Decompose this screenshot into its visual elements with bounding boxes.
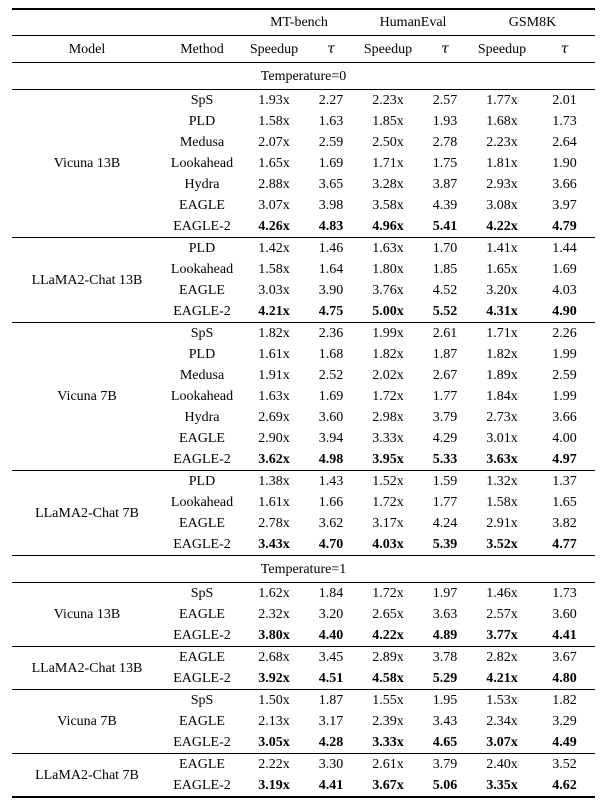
- tau-value: 2.27: [306, 90, 356, 112]
- method-name: EAGLE-2: [173, 537, 231, 552]
- model-name: Vicuna 7B: [12, 690, 162, 754]
- tau-value: 1.87: [432, 347, 458, 362]
- speedup-value: 2.73x: [486, 410, 518, 425]
- method-name: EAGLE: [179, 431, 225, 446]
- speedup-value: 1.65x: [258, 156, 290, 171]
- method-name: PLD: [188, 347, 216, 362]
- col-header-method: Method: [162, 36, 242, 63]
- tau-value: 1.95: [420, 690, 470, 712]
- speedup-value: 1.72x: [356, 583, 420, 605]
- speedup-value: 2.57x: [486, 607, 518, 622]
- speedup-value: 1.65x: [486, 262, 518, 277]
- tau-value: 4.41: [552, 628, 577, 643]
- speedup-value: 4.58x: [372, 671, 404, 686]
- speedup-value: 4.96x: [372, 219, 404, 234]
- tau-value: 1.99: [552, 389, 577, 404]
- tau-value: 3.90: [318, 283, 344, 298]
- speedup-value: 3.17x: [372, 516, 404, 531]
- tau-value: 4.83: [318, 219, 344, 234]
- tau-value: 3.60: [552, 607, 577, 622]
- speedup-value: 4.22x: [372, 628, 404, 643]
- tau-value: 1.44: [534, 238, 595, 260]
- tau-value: 4.39: [432, 198, 458, 213]
- tau-value: 1.70: [420, 238, 470, 260]
- speedup-value: 3.08x: [486, 198, 518, 213]
- tau-value: 4.98: [318, 452, 344, 467]
- speedup-value: 1.42x: [242, 238, 306, 260]
- method-name: EAGLE: [162, 754, 242, 776]
- method-name: EAGLE: [179, 607, 225, 622]
- speedup-value: 1.58x: [258, 114, 290, 129]
- speedup-value: 3.62x: [258, 452, 290, 467]
- speedup-value: 2.61x: [356, 754, 420, 776]
- tau-value: 1.69: [552, 262, 577, 277]
- method-name: Medusa: [179, 368, 225, 383]
- col-header-tau-mtbench: τ: [306, 36, 356, 63]
- speedup-value: 2.88x: [258, 177, 290, 192]
- tau-value: 4.70: [318, 537, 344, 552]
- tau-value: 2.64: [552, 135, 577, 150]
- speedup-value: 3.67x: [372, 778, 404, 793]
- tau-value: 4.40: [318, 628, 344, 643]
- speedup-value: 1.72x: [372, 389, 404, 404]
- speedup-value: 2.89x: [356, 647, 420, 669]
- tau-value: 4.52: [432, 283, 458, 298]
- speedup-value: 1.58x: [486, 495, 518, 510]
- speedup-value: 1.82x: [242, 323, 306, 345]
- tau-value: 4.62: [552, 778, 577, 793]
- tau-value: 1.90: [552, 156, 577, 171]
- speedup-value: 3.05x: [258, 735, 290, 750]
- speedup-value: 3.58x: [372, 198, 404, 213]
- tau-value: 4.24: [432, 516, 458, 531]
- speedup-value: 1.41x: [470, 238, 534, 260]
- tau-value: 3.62: [318, 516, 344, 531]
- tau-value: 1.87: [306, 690, 356, 712]
- tau-value: 3.66: [552, 177, 577, 192]
- table-body: [12, 63, 595, 798]
- tau-value: 1.69: [318, 156, 344, 171]
- speedup-value: 1.91x: [258, 368, 290, 383]
- tau-value: 1.73: [552, 114, 577, 129]
- speedup-value: 1.53x: [470, 690, 534, 712]
- tau-value: 1.77: [432, 495, 458, 510]
- speedup-value: 2.82x: [470, 647, 534, 669]
- tau-value: 3.79: [420, 754, 470, 776]
- model-name: LLaMA2-Chat 13B: [12, 647, 162, 690]
- speedup-value: 1.32x: [470, 471, 534, 493]
- speedup-value: 1.72x: [372, 495, 404, 510]
- method-name: EAGLE-2: [173, 304, 231, 319]
- tau-value: 4.77: [552, 537, 577, 552]
- tau-value: 2.26: [534, 323, 595, 345]
- speedup-value: 2.23x: [356, 90, 420, 112]
- tau-value: 4.80: [552, 671, 577, 686]
- method-name: Lookahead: [170, 262, 234, 277]
- tau-value: 4.00: [552, 431, 577, 446]
- tau-value: 3.20: [318, 607, 344, 622]
- tau-value: 1.69: [318, 389, 344, 404]
- tau-value: 5.39: [432, 537, 458, 552]
- col-header-tau-humaneval: τ: [420, 36, 470, 63]
- speedup-value: 2.23x: [486, 135, 518, 150]
- speedup-value: 4.03x: [372, 537, 404, 552]
- speedup-value: 1.68x: [486, 114, 518, 129]
- speedup-value: 1.61x: [258, 495, 290, 510]
- tau-value: 4.75: [318, 304, 344, 319]
- tau-value: 3.52: [534, 754, 595, 776]
- method-name: EAGLE: [179, 283, 225, 298]
- speedup-value: 1.62x: [242, 583, 306, 605]
- table-row: [12, 238, 595, 260]
- speedup-value: 1.71x: [372, 156, 404, 171]
- method-name: EAGLE: [179, 198, 225, 213]
- method-name: SpS: [162, 323, 242, 345]
- tau-value: 1.84: [306, 583, 356, 605]
- tau-value: 2.59: [552, 368, 577, 383]
- speedup-value: 2.32x: [258, 607, 290, 622]
- table-row: [12, 754, 595, 776]
- tau-value: 4.29: [432, 431, 458, 446]
- tau-value: 5.29: [432, 671, 458, 686]
- tau-value: 3.45: [306, 647, 356, 669]
- method-name: Hydra: [184, 177, 220, 192]
- tau-value: 1.59: [420, 471, 470, 493]
- section-header-row: [12, 556, 595, 583]
- model-name: LLaMA2-Chat 7B: [12, 754, 162, 798]
- speedup-value: 1.77x: [470, 90, 534, 112]
- tau-value: 3.98: [318, 198, 344, 213]
- speedup-value: 2.02x: [372, 368, 404, 383]
- col-header-speedup-humaneval: Speedup: [356, 36, 420, 63]
- method-name: Lookahead: [170, 156, 234, 171]
- method-name: EAGLE: [179, 714, 225, 729]
- method-name: SpS: [162, 90, 242, 112]
- tau-value: 1.66: [318, 495, 344, 510]
- speedup-value: 1.46x: [470, 583, 534, 605]
- benchmark-header-humaneval: HumanEval: [356, 9, 470, 36]
- tau-value: 3.82: [552, 516, 577, 531]
- model-name: Vicuna 7B: [12, 323, 162, 471]
- speedup-value: 1.82x: [486, 347, 518, 362]
- tau-value: 2.59: [318, 135, 344, 150]
- tau-value: 2.52: [318, 368, 344, 383]
- speedup-value: 3.07x: [486, 735, 518, 750]
- tau-value: 1.97: [420, 583, 470, 605]
- speedup-value: 1.85x: [372, 114, 404, 129]
- speedup-value: 3.33x: [372, 431, 404, 446]
- speedup-value: 2.34x: [486, 714, 518, 729]
- tau-value: 2.57: [420, 90, 470, 112]
- speedup-value: 1.84x: [486, 389, 518, 404]
- speedup-value: 1.63x: [356, 238, 420, 260]
- speedup-value: 2.40x: [470, 754, 534, 776]
- tau-value: 4.65: [432, 735, 458, 750]
- speedup-value: 1.81x: [486, 156, 518, 171]
- speedup-value: 2.22x: [242, 754, 306, 776]
- tau-value: 3.65: [318, 177, 344, 192]
- speedup-value: 1.99x: [356, 323, 420, 345]
- tau-value: 2.61: [420, 323, 470, 345]
- tau-value: 2.01: [534, 90, 595, 112]
- speedup-value: 2.78x: [258, 516, 290, 531]
- method-name: EAGLE-2: [173, 452, 231, 467]
- speedup-value: 2.91x: [486, 516, 518, 531]
- speedup-value: 2.69x: [258, 410, 290, 425]
- speedup-value: 1.80x: [372, 262, 404, 277]
- tau-value: 4.89: [432, 628, 458, 643]
- tau-value: 3.17: [318, 714, 344, 729]
- speedup-value: 2.68x: [242, 647, 306, 669]
- method-name: SpS: [162, 583, 242, 605]
- tau-value: 3.43: [432, 714, 458, 729]
- speedup-value: 2.50x: [372, 135, 404, 150]
- method-name: PLD: [162, 238, 242, 260]
- tau-value: 2.36: [306, 323, 356, 345]
- tau-value: 3.30: [306, 754, 356, 776]
- section-header-row: [12, 63, 595, 90]
- method-name: EAGLE: [162, 647, 242, 669]
- method-name: PLD: [188, 114, 216, 129]
- speedup-value: 3.63x: [486, 452, 518, 467]
- tau-value: 1.82: [534, 690, 595, 712]
- benchmark-header-mtbench: MT-bench: [242, 9, 356, 36]
- speedup-value: 3.19x: [258, 778, 290, 793]
- speedup-value: 1.61x: [258, 347, 290, 362]
- speedup-value: 2.93x: [486, 177, 518, 192]
- speedup-value: 4.22x: [486, 219, 518, 234]
- speedup-value: 2.98x: [372, 410, 404, 425]
- speedup-value: 1.93x: [242, 90, 306, 112]
- tau-value: 5.33: [432, 452, 458, 467]
- model-name: LLaMA2-Chat 13B: [12, 238, 162, 323]
- tau-value: 2.67: [432, 368, 458, 383]
- method-name: EAGLE-2: [173, 735, 231, 750]
- speedup-value: 1.89x: [486, 368, 518, 383]
- speedup-value: 4.21x: [258, 304, 290, 319]
- tau-value: 3.97: [552, 198, 577, 213]
- tau-value: 3.66: [552, 410, 577, 425]
- speedup-value: 3.77x: [486, 628, 518, 643]
- speedup-value: 2.65x: [372, 607, 404, 622]
- method-name: Lookahead: [170, 495, 234, 510]
- speedup-value: 1.55x: [356, 690, 420, 712]
- method-name: EAGLE-2: [173, 778, 231, 793]
- model-name: Vicuna 13B: [12, 583, 162, 647]
- benchmark-header-spacer: [12, 9, 242, 36]
- table-row: [12, 323, 595, 345]
- results-table: [12, 8, 595, 798]
- tau-value: 4.79: [552, 219, 577, 234]
- speedup-value: 4.31x: [486, 304, 518, 319]
- speedup-value: 1.38x: [242, 471, 306, 493]
- tau-value: 3.79: [432, 410, 458, 425]
- tau-value: 1.93: [432, 114, 458, 129]
- speedup-value: 3.01x: [486, 431, 518, 446]
- speedup-value: 4.21x: [486, 671, 518, 686]
- method-name: Lookahead: [170, 389, 234, 404]
- tau-value: 4.41: [318, 778, 344, 793]
- tau-value: 3.60: [318, 410, 344, 425]
- table-row: [12, 647, 595, 669]
- tau-value: 3.87: [432, 177, 458, 192]
- col-header-speedup-gsm8k: Speedup: [470, 36, 534, 63]
- tau-value: 3.78: [420, 647, 470, 669]
- speedup-value: 4.26x: [258, 219, 290, 234]
- method-name: EAGLE-2: [173, 671, 231, 686]
- model-name: LLaMA2-Chat 7B: [12, 471, 162, 556]
- speedup-value: 3.92x: [258, 671, 290, 686]
- model-name: Vicuna 13B: [12, 90, 162, 238]
- tau-value: 3.63: [432, 607, 458, 622]
- tau-value: 1.46: [306, 238, 356, 260]
- tau-value: 4.03: [552, 283, 577, 298]
- tau-value: 1.37: [534, 471, 595, 493]
- speedup-value: 1.50x: [242, 690, 306, 712]
- tau-value: 4.51: [318, 671, 344, 686]
- speedup-value: 3.80x: [258, 628, 290, 643]
- tau-value: 1.85: [432, 262, 458, 277]
- method-name: Hydra: [184, 410, 220, 425]
- tau-value: 1.75: [432, 156, 458, 171]
- speedup-value: 2.39x: [372, 714, 404, 729]
- speedup-value: 1.58x: [258, 262, 290, 277]
- tau-value: 4.49: [552, 735, 577, 750]
- tau-value: 1.99: [552, 347, 577, 362]
- method-name: EAGLE: [179, 516, 225, 531]
- tau-value: 1.64: [318, 262, 344, 277]
- speedup-value: 1.63x: [258, 389, 290, 404]
- tau-value: 3.67: [534, 647, 595, 669]
- method-name: EAGLE-2: [173, 628, 231, 643]
- benchmark-header-gsm8k: GSM8K: [470, 9, 595, 36]
- col-header-model: Model: [12, 36, 162, 63]
- tau-value: 2.78: [432, 135, 458, 150]
- tau-value: 1.65: [552, 495, 577, 510]
- method-name: SpS: [162, 690, 242, 712]
- tau-value: 3.29: [552, 714, 577, 729]
- col-header-speedup-mtbench: Speedup: [242, 36, 306, 63]
- tau-value: 3.94: [318, 431, 344, 446]
- speedup-value: 3.35x: [486, 778, 518, 793]
- speedup-value: 2.07x: [258, 135, 290, 150]
- speedup-value: 2.13x: [258, 714, 290, 729]
- benchmark-header-row: [12, 9, 595, 36]
- tau-value: 5.06: [432, 778, 458, 793]
- tau-value: 1.63: [318, 114, 344, 129]
- speedup-value: 3.76x: [372, 283, 404, 298]
- speedup-value: 3.33x: [372, 735, 404, 750]
- table-row: [12, 471, 595, 493]
- table-row: [12, 90, 595, 112]
- table-row: [12, 583, 595, 605]
- speedup-value: 1.71x: [470, 323, 534, 345]
- method-name: EAGLE-2: [173, 219, 231, 234]
- speedup-value: 3.28x: [372, 177, 404, 192]
- tau-value: 5.52: [432, 304, 458, 319]
- tau-value: 4.90: [552, 304, 577, 319]
- tau-value: 5.41: [432, 219, 458, 234]
- speedup-value: 1.82x: [372, 347, 404, 362]
- speedup-value: 1.52x: [356, 471, 420, 493]
- tau-value: 1.73: [534, 583, 595, 605]
- speedup-value: 3.52x: [486, 537, 518, 552]
- speedup-value: 3.43x: [258, 537, 290, 552]
- tau-value: 1.68: [318, 347, 344, 362]
- tau-value: 4.28: [318, 735, 344, 750]
- method-name: PLD: [162, 471, 242, 493]
- method-name: Medusa: [179, 135, 225, 150]
- section-title: Temperature=0: [12, 63, 595, 90]
- speedup-value: 3.20x: [486, 283, 518, 298]
- tau-value: 4.97: [552, 452, 577, 467]
- tau-value: 1.77: [432, 389, 458, 404]
- tau-value: 1.43: [306, 471, 356, 493]
- speedup-value: 5.00x: [372, 304, 404, 319]
- speedup-value: 3.95x: [372, 452, 404, 467]
- col-header-tau-gsm8k: τ: [534, 36, 595, 63]
- table-row: [12, 690, 595, 712]
- column-header-row: [12, 36, 595, 63]
- speedup-value: 3.03x: [258, 283, 290, 298]
- section-title: Temperature=1: [12, 556, 595, 583]
- speedup-value: 2.90x: [258, 431, 290, 446]
- speedup-value: 3.07x: [258, 198, 290, 213]
